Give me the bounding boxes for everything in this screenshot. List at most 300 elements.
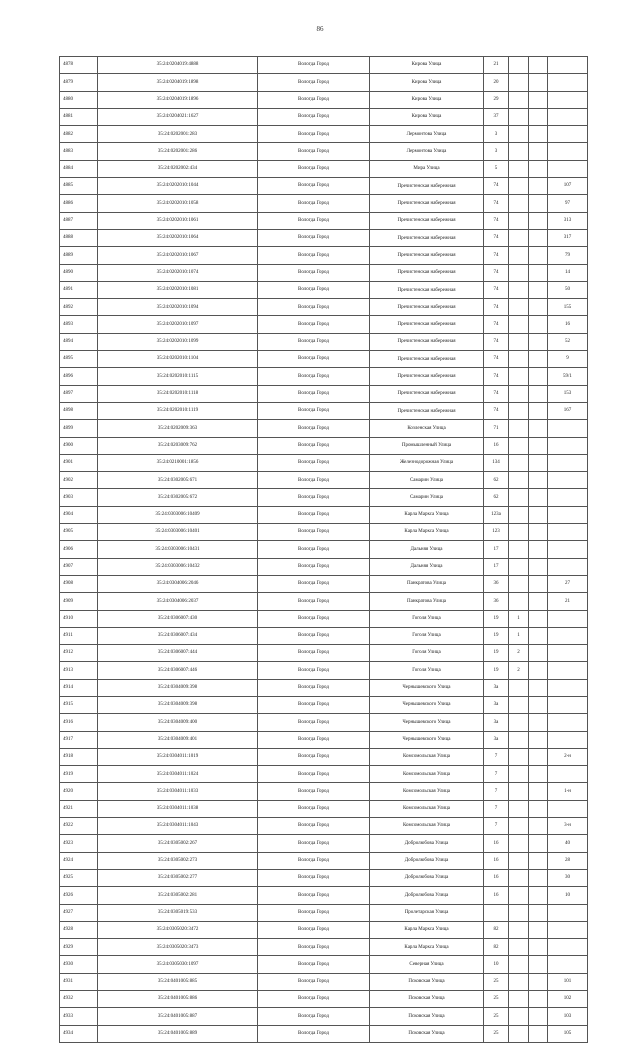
city-cell: Вологда Город — [258, 869, 370, 886]
row-number-cell: 4893 — [60, 316, 98, 333]
street-cell: Пречистенская набережная — [370, 299, 484, 316]
building-cell — [509, 852, 529, 869]
house-cell: 5 — [484, 160, 509, 177]
registry-table-body — [60, 57, 588, 1043]
table-row — [60, 939, 588, 956]
cadastral-number-cell: 35:24:0305020:3472 — [98, 921, 258, 938]
apartment-cell — [548, 939, 588, 956]
table-row — [60, 454, 588, 471]
structure-cell — [529, 143, 548, 160]
building-cell — [509, 229, 529, 246]
cadastral-number-cell: 35:24:0202010:1044 — [98, 178, 258, 195]
street-cell: Комсомольская Улица — [370, 818, 484, 835]
apartment-cell: 9 — [548, 351, 588, 368]
city-cell: Вологда Город — [258, 108, 370, 125]
house-cell: 19 — [484, 627, 509, 644]
street-cell: Комсомольская Улица — [370, 783, 484, 800]
city-cell: Вологда Город — [258, 575, 370, 592]
city-cell: Вологда Город — [258, 178, 370, 195]
table-row — [60, 178, 588, 195]
house-cell: 16 — [484, 437, 509, 454]
city-cell: Вологда Город — [258, 1008, 370, 1025]
building-cell — [509, 748, 529, 765]
city-cell: Вологда Город — [258, 316, 370, 333]
house-cell: 74 — [484, 299, 509, 316]
structure-cell — [529, 385, 548, 402]
row-number-cell: 4905 — [60, 524, 98, 541]
table-row — [60, 887, 588, 904]
building-cell — [509, 299, 529, 316]
apartment-cell: 3-н — [548, 818, 588, 835]
apartment-cell: 97 — [548, 195, 588, 212]
row-number-cell: 4904 — [60, 506, 98, 523]
apartment-cell: 14 — [548, 264, 588, 281]
row-number-cell: 4889 — [60, 247, 98, 264]
structure-cell — [529, 195, 548, 212]
row-number-cell: 4879 — [60, 74, 98, 91]
apartment-cell: 16 — [548, 316, 588, 333]
table-row — [60, 818, 588, 835]
cadastral-number-cell: 35:24:0202010:1061 — [98, 212, 258, 229]
apartment-cell: 28 — [548, 852, 588, 869]
apartment-cell — [548, 420, 588, 437]
city-cell: Вологда Город — [258, 454, 370, 471]
building-cell — [509, 541, 529, 558]
street-cell: Пролетарская Улица — [370, 904, 484, 921]
street-cell: Самарин Улица — [370, 472, 484, 489]
row-number-cell: 4906 — [60, 541, 98, 558]
table-row — [60, 921, 588, 938]
house-cell: 16 — [484, 887, 509, 904]
street-cell: Кирова Улица — [370, 108, 484, 125]
cadastral-number-cell: 35:24:0303006:10432 — [98, 558, 258, 575]
structure-cell — [529, 316, 548, 333]
table-row — [60, 662, 588, 679]
structure-cell — [529, 818, 548, 835]
city-cell: Вологда Город — [258, 524, 370, 541]
street-cell: Чернышевского Улица — [370, 696, 484, 713]
cadastral-number-cell: 35:24:0302005:672 — [98, 489, 258, 506]
structure-cell — [529, 437, 548, 454]
house-cell: 17 — [484, 558, 509, 575]
row-number-cell: 4917 — [60, 731, 98, 748]
row-number-cell: 4912 — [60, 645, 98, 662]
house-cell: 74 — [484, 402, 509, 419]
house-cell: 17 — [484, 541, 509, 558]
building-cell — [509, 57, 529, 74]
apartment-cell — [548, 921, 588, 938]
apartment-cell — [548, 472, 588, 489]
cadastral-number-cell: 35:24:0304011:1033 — [98, 783, 258, 800]
house-cell: 74 — [484, 316, 509, 333]
apartment-cell — [548, 714, 588, 731]
row-number-cell: 4922 — [60, 818, 98, 835]
row-number-cell: 4932 — [60, 991, 98, 1008]
row-number-cell: 4928 — [60, 921, 98, 938]
row-number-cell: 4915 — [60, 696, 98, 713]
cadastral-number-cell: 35:24:0210001:1856 — [98, 454, 258, 471]
street-cell: Пречистенская набережная — [370, 229, 484, 246]
structure-cell — [529, 126, 548, 143]
house-cell: 37 — [484, 108, 509, 125]
building-cell — [509, 212, 529, 229]
house-cell: 7 — [484, 748, 509, 765]
apartment-cell: 103 — [548, 1008, 588, 1025]
city-cell: Вологда Город — [258, 229, 370, 246]
structure-cell — [529, 333, 548, 350]
house-cell: 71 — [484, 420, 509, 437]
apartment-cell: 10 — [548, 887, 588, 904]
apartment-cell: 107 — [548, 178, 588, 195]
building-cell: 1 — [509, 610, 529, 627]
structure-cell — [529, 1008, 548, 1025]
structure-cell — [529, 506, 548, 523]
apartment-cell — [548, 57, 588, 74]
house-cell: 19 — [484, 610, 509, 627]
table-row — [60, 91, 588, 108]
city-cell: Вологда Город — [258, 143, 370, 160]
city-cell: Вологда Город — [258, 558, 370, 575]
cadastral-number-cell: 35:24:0304009:398 — [98, 679, 258, 696]
building-cell — [509, 91, 529, 108]
apartment-cell: 50 — [548, 281, 588, 298]
apartment-cell — [548, 696, 588, 713]
cadastral-number-cell: 35:24:0204019:1896 — [98, 91, 258, 108]
house-cell: 19 — [484, 645, 509, 662]
house-cell: 3 — [484, 126, 509, 143]
row-number-cell: 4910 — [60, 610, 98, 627]
structure-cell — [529, 247, 548, 264]
city-cell: Вологда Город — [258, 351, 370, 368]
city-cell: Вологда Город — [258, 264, 370, 281]
house-cell: 25 — [484, 991, 509, 1008]
cadastral-number-cell: 35:24:0202010:1094 — [98, 299, 258, 316]
row-number-cell: 4890 — [60, 264, 98, 281]
apartment-cell — [548, 143, 588, 160]
structure-cell — [529, 368, 548, 385]
cadastral-number-cell: 35:24:0306007:444 — [98, 645, 258, 662]
table-row — [60, 835, 588, 852]
table-row — [60, 402, 588, 419]
city-cell: Вологда Город — [258, 126, 370, 143]
structure-cell — [529, 420, 548, 437]
street-cell: Кирова Улица — [370, 91, 484, 108]
apartment-cell — [548, 766, 588, 783]
structure-cell — [529, 57, 548, 74]
city-cell: Вологда Город — [258, 662, 370, 679]
structure-cell — [529, 472, 548, 489]
city-cell: Вологда Город — [258, 956, 370, 973]
city-cell: Вологда Город — [258, 1025, 370, 1042]
apartment-cell — [548, 454, 588, 471]
house-cell: 36 — [484, 575, 509, 592]
city-cell: Вологда Город — [258, 835, 370, 852]
table-row — [60, 696, 588, 713]
apartment-cell — [548, 956, 588, 973]
city-cell: Вологда Город — [258, 973, 370, 990]
house-cell: 20 — [484, 74, 509, 91]
structure-cell — [529, 575, 548, 592]
city-cell: Вологда Город — [258, 593, 370, 610]
apartment-cell: 1-н — [548, 783, 588, 800]
row-number-cell: 4916 — [60, 714, 98, 731]
row-number-cell: 4918 — [60, 748, 98, 765]
street-cell: Гоголя Улица — [370, 610, 484, 627]
table-row — [60, 869, 588, 886]
row-number-cell: 4887 — [60, 212, 98, 229]
row-number-cell: 4919 — [60, 766, 98, 783]
building-cell — [509, 731, 529, 748]
apartment-cell — [548, 126, 588, 143]
cadastral-number-cell: 35:24:0202010:1058 — [98, 195, 258, 212]
apartment-cell: 52 — [548, 333, 588, 350]
structure-cell — [529, 991, 548, 1008]
building-cell — [509, 506, 529, 523]
cadastral-number-cell: 35:24:0302005:671 — [98, 472, 258, 489]
table-row — [60, 627, 588, 644]
building-cell: 1 — [509, 627, 529, 644]
cadastral-number-cell: 35:24:0303006:10431 — [98, 541, 258, 558]
table-row — [60, 800, 588, 817]
table-row — [60, 766, 588, 783]
row-number-cell: 4911 — [60, 627, 98, 644]
house-cell: 25 — [484, 1008, 509, 1025]
street-cell: Пречистенская набережная — [370, 402, 484, 419]
building-cell — [509, 195, 529, 212]
street-cell: Карла Маркса Улица — [370, 939, 484, 956]
street-cell: Карла Маркса Улица — [370, 506, 484, 523]
street-cell: Псковская Улица — [370, 973, 484, 990]
table-row — [60, 160, 588, 177]
building-cell — [509, 351, 529, 368]
street-cell: Кирова Улица — [370, 57, 484, 74]
house-cell: 74 — [484, 178, 509, 195]
house-cell: 7 — [484, 766, 509, 783]
building-cell: 2 — [509, 662, 529, 679]
apartment-cell — [548, 160, 588, 177]
apartment-cell: 79 — [548, 247, 588, 264]
cadastral-number-cell: 35:24:0202001:286 — [98, 143, 258, 160]
city-cell: Вологда Город — [258, 368, 370, 385]
house-cell: 123а — [484, 506, 509, 523]
apartment-cell — [548, 904, 588, 921]
table-row — [60, 247, 588, 264]
street-cell: Добролюбова Улица — [370, 887, 484, 904]
apartment-cell — [548, 662, 588, 679]
cadastral-number-cell: 35:24:0202010:1119 — [98, 402, 258, 419]
building-cell — [509, 420, 529, 437]
city-cell: Вологда Город — [258, 299, 370, 316]
apartment-cell: 167 — [548, 402, 588, 419]
row-number-cell: 4907 — [60, 558, 98, 575]
city-cell: Вологда Город — [258, 783, 370, 800]
building-cell — [509, 904, 529, 921]
apartment-cell: 155 — [548, 299, 588, 316]
city-cell: Вологда Город — [258, 74, 370, 91]
structure-cell — [529, 973, 548, 990]
cadastral-number-cell: 35:24:0306007:446 — [98, 662, 258, 679]
city-cell: Вологда Город — [258, 939, 370, 956]
street-cell: Карла Маркса Улица — [370, 524, 484, 541]
city-cell: Вологда Город — [258, 489, 370, 506]
cadastral-number-cell: 35:24:0202009:363 — [98, 420, 258, 437]
building-cell — [509, 575, 529, 592]
row-number-cell: 4896 — [60, 368, 98, 385]
apartment-cell: 105 — [548, 1025, 588, 1042]
cadastral-number-cell: 35:24:0305002:281 — [98, 887, 258, 904]
row-number-cell: 4892 — [60, 299, 98, 316]
building-cell — [509, 524, 529, 541]
building-cell — [509, 247, 529, 264]
building-cell — [509, 437, 529, 454]
house-cell: 74 — [484, 281, 509, 298]
house-cell: 62 — [484, 472, 509, 489]
city-cell: Вологда Город — [258, 852, 370, 869]
cadastral-number-cell: 35:24:0304009:401 — [98, 731, 258, 748]
cadastral-number-cell: 35:24:0305030:1097 — [98, 956, 258, 973]
building-cell — [509, 887, 529, 904]
apartment-cell — [548, 645, 588, 662]
house-cell: 74 — [484, 264, 509, 281]
property-registry-table — [59, 56, 588, 1043]
apartment-cell: 2-н — [548, 748, 588, 765]
cadastral-number-cell: 35:24:0305019:533 — [98, 904, 258, 921]
street-cell: Добролюбова Улица — [370, 852, 484, 869]
building-cell — [509, 835, 529, 852]
street-cell: Пречистенская набережная — [370, 195, 484, 212]
street-cell: Псковская Улица — [370, 1025, 484, 1042]
street-cell: Кирова Улица — [370, 74, 484, 91]
apartment-cell — [548, 541, 588, 558]
building-cell — [509, 385, 529, 402]
city-cell: Вологда Город — [258, 402, 370, 419]
structure-cell — [529, 766, 548, 783]
table-row — [60, 645, 588, 662]
structure-cell — [529, 593, 548, 610]
structure-cell — [529, 454, 548, 471]
city-cell: Вологда Город — [258, 679, 370, 696]
city-cell: Вологда Город — [258, 627, 370, 644]
structure-cell — [529, 887, 548, 904]
city-cell: Вологда Город — [258, 731, 370, 748]
street-cell: Псковская Улица — [370, 991, 484, 1008]
cadastral-number-cell: 35:24:0303006:10409 — [98, 506, 258, 523]
apartment-cell: 102 — [548, 991, 588, 1008]
house-cell: 36 — [484, 593, 509, 610]
cadastral-number-cell: 35:24:0202010:1099 — [98, 333, 258, 350]
row-number-cell: 4921 — [60, 800, 98, 817]
street-cell: Пречистенская набережная — [370, 385, 484, 402]
building-cell — [509, 558, 529, 575]
table-row — [60, 472, 588, 489]
street-cell: Чернышевского Улица — [370, 714, 484, 731]
house-cell: 7 — [484, 818, 509, 835]
row-number-cell: 4934 — [60, 1025, 98, 1042]
house-cell: 3а — [484, 679, 509, 696]
table-row — [60, 506, 588, 523]
apartment-cell: 59/1 — [548, 368, 588, 385]
row-number-cell: 4920 — [60, 783, 98, 800]
table-row — [60, 195, 588, 212]
cadastral-number-cell: 35:24:0304009:400 — [98, 714, 258, 731]
city-cell: Вологда Город — [258, 160, 370, 177]
house-cell: 7 — [484, 800, 509, 817]
structure-cell — [529, 281, 548, 298]
street-cell: Пречистенская набережная — [370, 247, 484, 264]
apartment-cell — [548, 558, 588, 575]
house-cell — [484, 904, 509, 921]
row-number-cell: 4931 — [60, 973, 98, 990]
building-cell — [509, 333, 529, 350]
row-number-cell: 4883 — [60, 143, 98, 160]
street-cell: Панкратова Улица — [370, 575, 484, 592]
street-cell: Гоголя Улица — [370, 627, 484, 644]
row-number-cell: 4895 — [60, 351, 98, 368]
table-row — [60, 593, 588, 610]
building-cell — [509, 800, 529, 817]
apartment-cell — [548, 91, 588, 108]
table-row — [60, 299, 588, 316]
apartment-cell — [548, 524, 588, 541]
row-number-cell: 4894 — [60, 333, 98, 350]
street-cell: Пречистенская набережная — [370, 333, 484, 350]
street-cell: Гоголя Улица — [370, 662, 484, 679]
row-number-cell: 4899 — [60, 420, 98, 437]
street-cell: Лермонтова Улица — [370, 143, 484, 160]
city-cell: Вологда Город — [258, 506, 370, 523]
building-cell — [509, 1025, 529, 1042]
building-cell — [509, 126, 529, 143]
structure-cell — [529, 714, 548, 731]
row-number-cell: 4914 — [60, 679, 98, 696]
building-cell — [509, 869, 529, 886]
cadastral-number-cell: 35:24:0306007:430 — [98, 610, 258, 627]
house-cell: 74 — [484, 333, 509, 350]
cadastral-number-cell: 35:24:0202010:1074 — [98, 264, 258, 281]
table-row — [60, 333, 588, 350]
structure-cell — [529, 956, 548, 973]
city-cell: Вологда Город — [258, 696, 370, 713]
street-cell: Пречистенская набережная — [370, 368, 484, 385]
building-cell — [509, 973, 529, 990]
structure-cell — [529, 662, 548, 679]
table-row — [60, 108, 588, 125]
city-cell: Вологда Город — [258, 541, 370, 558]
structure-cell — [529, 645, 548, 662]
cadastral-number-cell: 35:24:0304011:1043 — [98, 818, 258, 835]
city-cell: Вологда Город — [258, 212, 370, 229]
house-cell: 74 — [484, 229, 509, 246]
apartment-cell — [548, 108, 588, 125]
row-number-cell: 4902 — [60, 472, 98, 489]
cadastral-number-cell: 35:24:0401005:887 — [98, 1008, 258, 1025]
row-number-cell: 4913 — [60, 662, 98, 679]
table-row — [60, 973, 588, 990]
cadastral-number-cell: 35:24:0303006:10401 — [98, 524, 258, 541]
table-row — [60, 212, 588, 229]
street-cell: Мира Улица — [370, 160, 484, 177]
building-cell — [509, 316, 529, 333]
building-cell — [509, 714, 529, 731]
row-number-cell: 4880 — [60, 91, 98, 108]
table-row — [60, 904, 588, 921]
house-cell: 3а — [484, 696, 509, 713]
structure-cell — [529, 91, 548, 108]
street-cell: Карла Маркса Улица — [370, 921, 484, 938]
cadastral-number-cell: 35:24:0305020:3473 — [98, 939, 258, 956]
city-cell: Вологда Город — [258, 472, 370, 489]
table-row — [60, 264, 588, 281]
